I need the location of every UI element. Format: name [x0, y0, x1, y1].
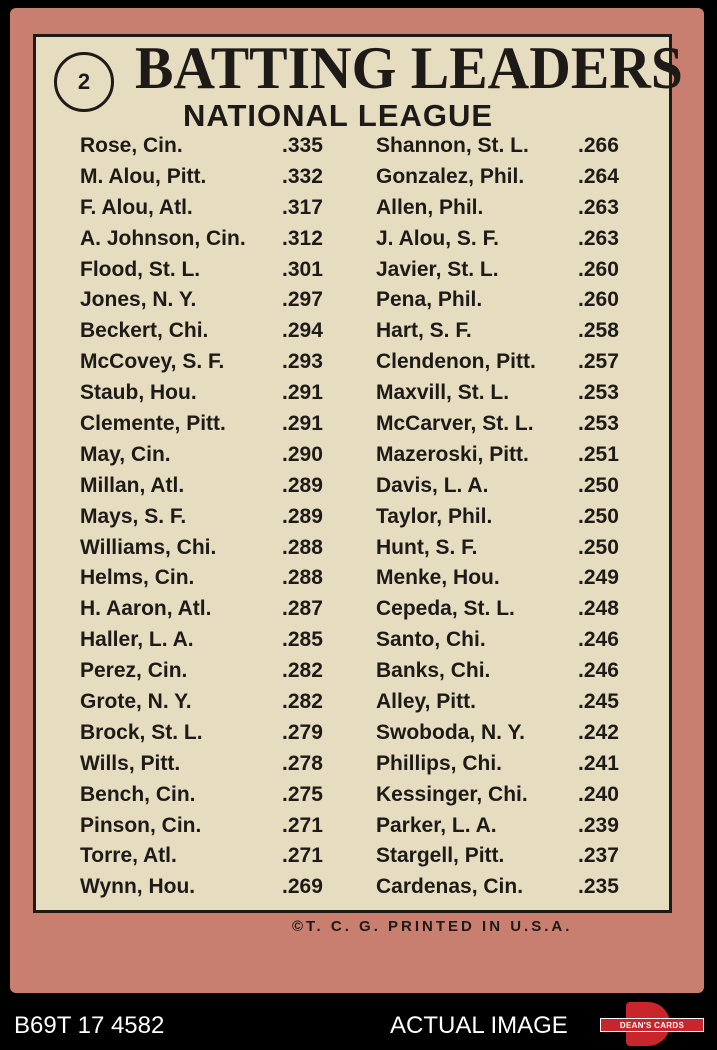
- batting-average: .275: [282, 782, 323, 806]
- player-name: Hunt, S. F.: [376, 535, 478, 559]
- leader-row: [80, 441, 340, 472]
- leader-row: [80, 379, 340, 410]
- batting-average: .245: [578, 690, 619, 714]
- leader-row: [376, 688, 636, 719]
- leaders-list-right: [376, 132, 636, 904]
- batting-average: .289: [282, 504, 323, 528]
- player-name: Maxvill, St. L.: [376, 381, 510, 405]
- player-name: Pinson, Cin.: [80, 813, 202, 837]
- actual-image-label: ACTUAL IMAGE: [390, 1012, 568, 1039]
- batting-average: .297: [282, 288, 323, 312]
- batting-average: .241: [578, 751, 619, 775]
- batting-average: .251: [578, 442, 619, 466]
- player-name: Cardenas, Cin.: [376, 875, 524, 899]
- batting-average: .291: [282, 381, 323, 405]
- leader-row: [80, 503, 340, 534]
- batting-average: .253: [578, 381, 619, 405]
- leader-row: [80, 873, 340, 904]
- leader-row: [80, 842, 340, 873]
- batting-average: .257: [578, 350, 619, 374]
- leader-row: [80, 163, 340, 194]
- card-subtitle: NATIONAL LEAGUE: [183, 98, 494, 133]
- copyright-line: ©T. C. G. PRINTED IN U.S.A.: [292, 918, 573, 935]
- batting-average: .289: [282, 473, 323, 497]
- batting-average: .263: [578, 195, 619, 219]
- leader-row: [376, 348, 636, 379]
- batting-average: .291: [282, 412, 323, 436]
- player-name: Haller, L. A.: [80, 628, 194, 652]
- leader-row: [376, 595, 636, 626]
- leader-row: [376, 750, 636, 781]
- leader-row: [376, 194, 636, 225]
- leader-row: [376, 132, 636, 163]
- batting-average: .250: [578, 504, 619, 528]
- batting-average: .249: [578, 566, 619, 590]
- batting-average: .278: [282, 751, 323, 775]
- batting-average: .290: [282, 442, 323, 466]
- leader-row: [376, 657, 636, 688]
- player-name: A. Johnson, Cin.: [80, 226, 246, 250]
- leader-row: [376, 225, 636, 256]
- batting-average: .246: [578, 628, 619, 652]
- player-name: Clendenon, Pitt.: [376, 350, 536, 374]
- leader-row: [376, 842, 636, 873]
- player-name: Clemente, Pitt.: [80, 412, 226, 436]
- player-name: Stargell, Pitt.: [376, 844, 505, 868]
- batting-average: .250: [578, 473, 619, 497]
- player-name: Staub, Hou.: [80, 381, 197, 405]
- leader-row: [80, 256, 340, 287]
- batting-average: .288: [282, 535, 323, 559]
- leader-row: [80, 595, 340, 626]
- batting-average: .239: [578, 813, 619, 837]
- player-name: Taylor, Phil.: [376, 504, 493, 528]
- batting-average: .271: [282, 844, 323, 868]
- batting-average: .288: [282, 566, 323, 590]
- player-name: Gonzalez, Phil.: [376, 164, 525, 188]
- player-name: Javier, St. L.: [376, 257, 499, 281]
- batting-average: .235: [578, 875, 619, 899]
- batting-average: .332: [282, 164, 323, 188]
- batting-average: .312: [282, 226, 323, 250]
- player-name: Kessinger, Chi.: [376, 782, 528, 806]
- batting-average: .266: [578, 134, 619, 157]
- batting-average: .264: [578, 164, 619, 188]
- player-name: Perez, Cin.: [80, 659, 188, 683]
- batting-average: .293: [282, 350, 323, 374]
- player-name: Alley, Pitt.: [376, 690, 476, 714]
- card-title: BATTING LEADERS: [135, 35, 683, 101]
- leader-row: [376, 379, 636, 410]
- batting-average: .269: [282, 875, 323, 899]
- leader-row: [80, 719, 340, 750]
- card-number-badge: [54, 52, 114, 112]
- leader-row: [80, 688, 340, 719]
- batting-average: .317: [282, 195, 323, 219]
- batting-average: .335: [282, 134, 323, 157]
- player-name: Banks, Chi.: [376, 659, 491, 683]
- player-name: M. Alou, Pitt.: [80, 164, 207, 188]
- batting-average: .258: [578, 319, 619, 343]
- player-name: H. Aaron, Atl.: [80, 597, 212, 621]
- leader-row: [376, 564, 636, 595]
- player-name: Flood, St. L.: [80, 257, 201, 281]
- player-name: Wills, Pitt.: [80, 751, 181, 775]
- inventory-code: B69T 17 4582: [14, 1012, 165, 1039]
- leader-row: [80, 626, 340, 657]
- player-name: Mays, S. F.: [80, 504, 187, 528]
- leader-row: [80, 564, 340, 595]
- batting-average: .271: [282, 813, 323, 837]
- player-name: Pena, Phil.: [376, 288, 483, 312]
- batting-average: .240: [578, 782, 619, 806]
- batting-average: .260: [578, 257, 619, 281]
- leader-row: [80, 410, 340, 441]
- player-name: J. Alou, S. F.: [376, 226, 499, 250]
- batting-average: .260: [578, 288, 619, 312]
- leader-row: [376, 781, 636, 812]
- leader-row: [376, 472, 636, 503]
- player-name: Allen, Phil.: [376, 195, 484, 219]
- leader-row: [80, 286, 340, 317]
- leader-row: [80, 132, 340, 163]
- leader-row: [80, 472, 340, 503]
- player-name: Phillips, Chi.: [376, 751, 503, 775]
- player-name: Menke, Hou.: [376, 566, 500, 590]
- player-name: McCovey, S. F.: [80, 350, 225, 374]
- batting-average: .279: [282, 720, 323, 744]
- leader-row: [80, 317, 340, 348]
- player-name: Helms, Cin.: [80, 566, 195, 590]
- leader-row: [80, 225, 340, 256]
- player-name: Mazeroski, Pitt.: [376, 442, 529, 466]
- batting-average: .246: [578, 659, 619, 683]
- player-name: Davis, L. A.: [376, 473, 489, 497]
- player-name: Torre, Atl.: [80, 844, 177, 868]
- batting-average: .301: [282, 257, 323, 281]
- leader-row: [376, 626, 636, 657]
- player-name: Brock, St. L.: [80, 720, 203, 744]
- batting-average: .294: [282, 319, 323, 343]
- player-name: Santo, Chi.: [376, 628, 486, 652]
- leader-row: [376, 256, 636, 287]
- leader-row: [376, 812, 636, 843]
- leaders-list-left: [80, 132, 340, 904]
- batting-average: .287: [282, 597, 323, 621]
- player-name: Rose, Cin.: [80, 134, 183, 157]
- leader-row: [376, 317, 636, 348]
- player-name: Grote, N. Y.: [80, 690, 192, 714]
- batting-average: .263: [578, 226, 619, 250]
- player-name: Jones, N. Y.: [80, 288, 197, 312]
- player-name: Beckert, Chi.: [80, 319, 209, 343]
- leader-row: [80, 348, 340, 379]
- batting-average: .282: [282, 690, 323, 714]
- batting-average: .282: [282, 659, 323, 683]
- player-name: Millan, Atl.: [80, 473, 185, 497]
- leader-row: [376, 410, 636, 441]
- card-number: 2: [77, 69, 91, 94]
- leader-row: [80, 534, 340, 565]
- player-name: Parker, L. A.: [376, 813, 497, 837]
- player-name: McCarver, St. L.: [376, 412, 534, 436]
- logo-band: DEAN'S CARDS: [600, 1018, 704, 1032]
- player-name: F. Alou, Atl.: [80, 195, 193, 219]
- leader-row: [376, 503, 636, 534]
- player-name: Bench, Cin.: [80, 782, 196, 806]
- player-name: Williams, Chi.: [80, 535, 217, 559]
- player-name: Cepeda, St. L.: [376, 597, 515, 621]
- player-name: Hart, S. F.: [376, 319, 472, 343]
- leader-row: [80, 812, 340, 843]
- leader-row: [376, 163, 636, 194]
- batting-average: .237: [578, 844, 619, 868]
- leader-row: [376, 441, 636, 472]
- player-name: Swoboda, N. Y.: [376, 720, 525, 744]
- player-name: May, Cin.: [80, 442, 171, 466]
- leader-row: [80, 194, 340, 225]
- player-name: Shannon, St. L.: [376, 134, 529, 157]
- batting-average: .248: [578, 597, 619, 621]
- deans-cards-logo: [600, 1002, 704, 1046]
- batting-average: .253: [578, 412, 619, 436]
- batting-average: .285: [282, 628, 323, 652]
- leader-row: [376, 719, 636, 750]
- leader-row: [376, 873, 636, 904]
- batting-average: .242: [578, 720, 619, 744]
- batting-average: .250: [578, 535, 619, 559]
- leader-row: [80, 657, 340, 688]
- leader-row: [376, 286, 636, 317]
- leader-row: [80, 781, 340, 812]
- leader-row: [80, 750, 340, 781]
- leader-row: [376, 534, 636, 565]
- player-name: Wynn, Hou.: [80, 875, 196, 899]
